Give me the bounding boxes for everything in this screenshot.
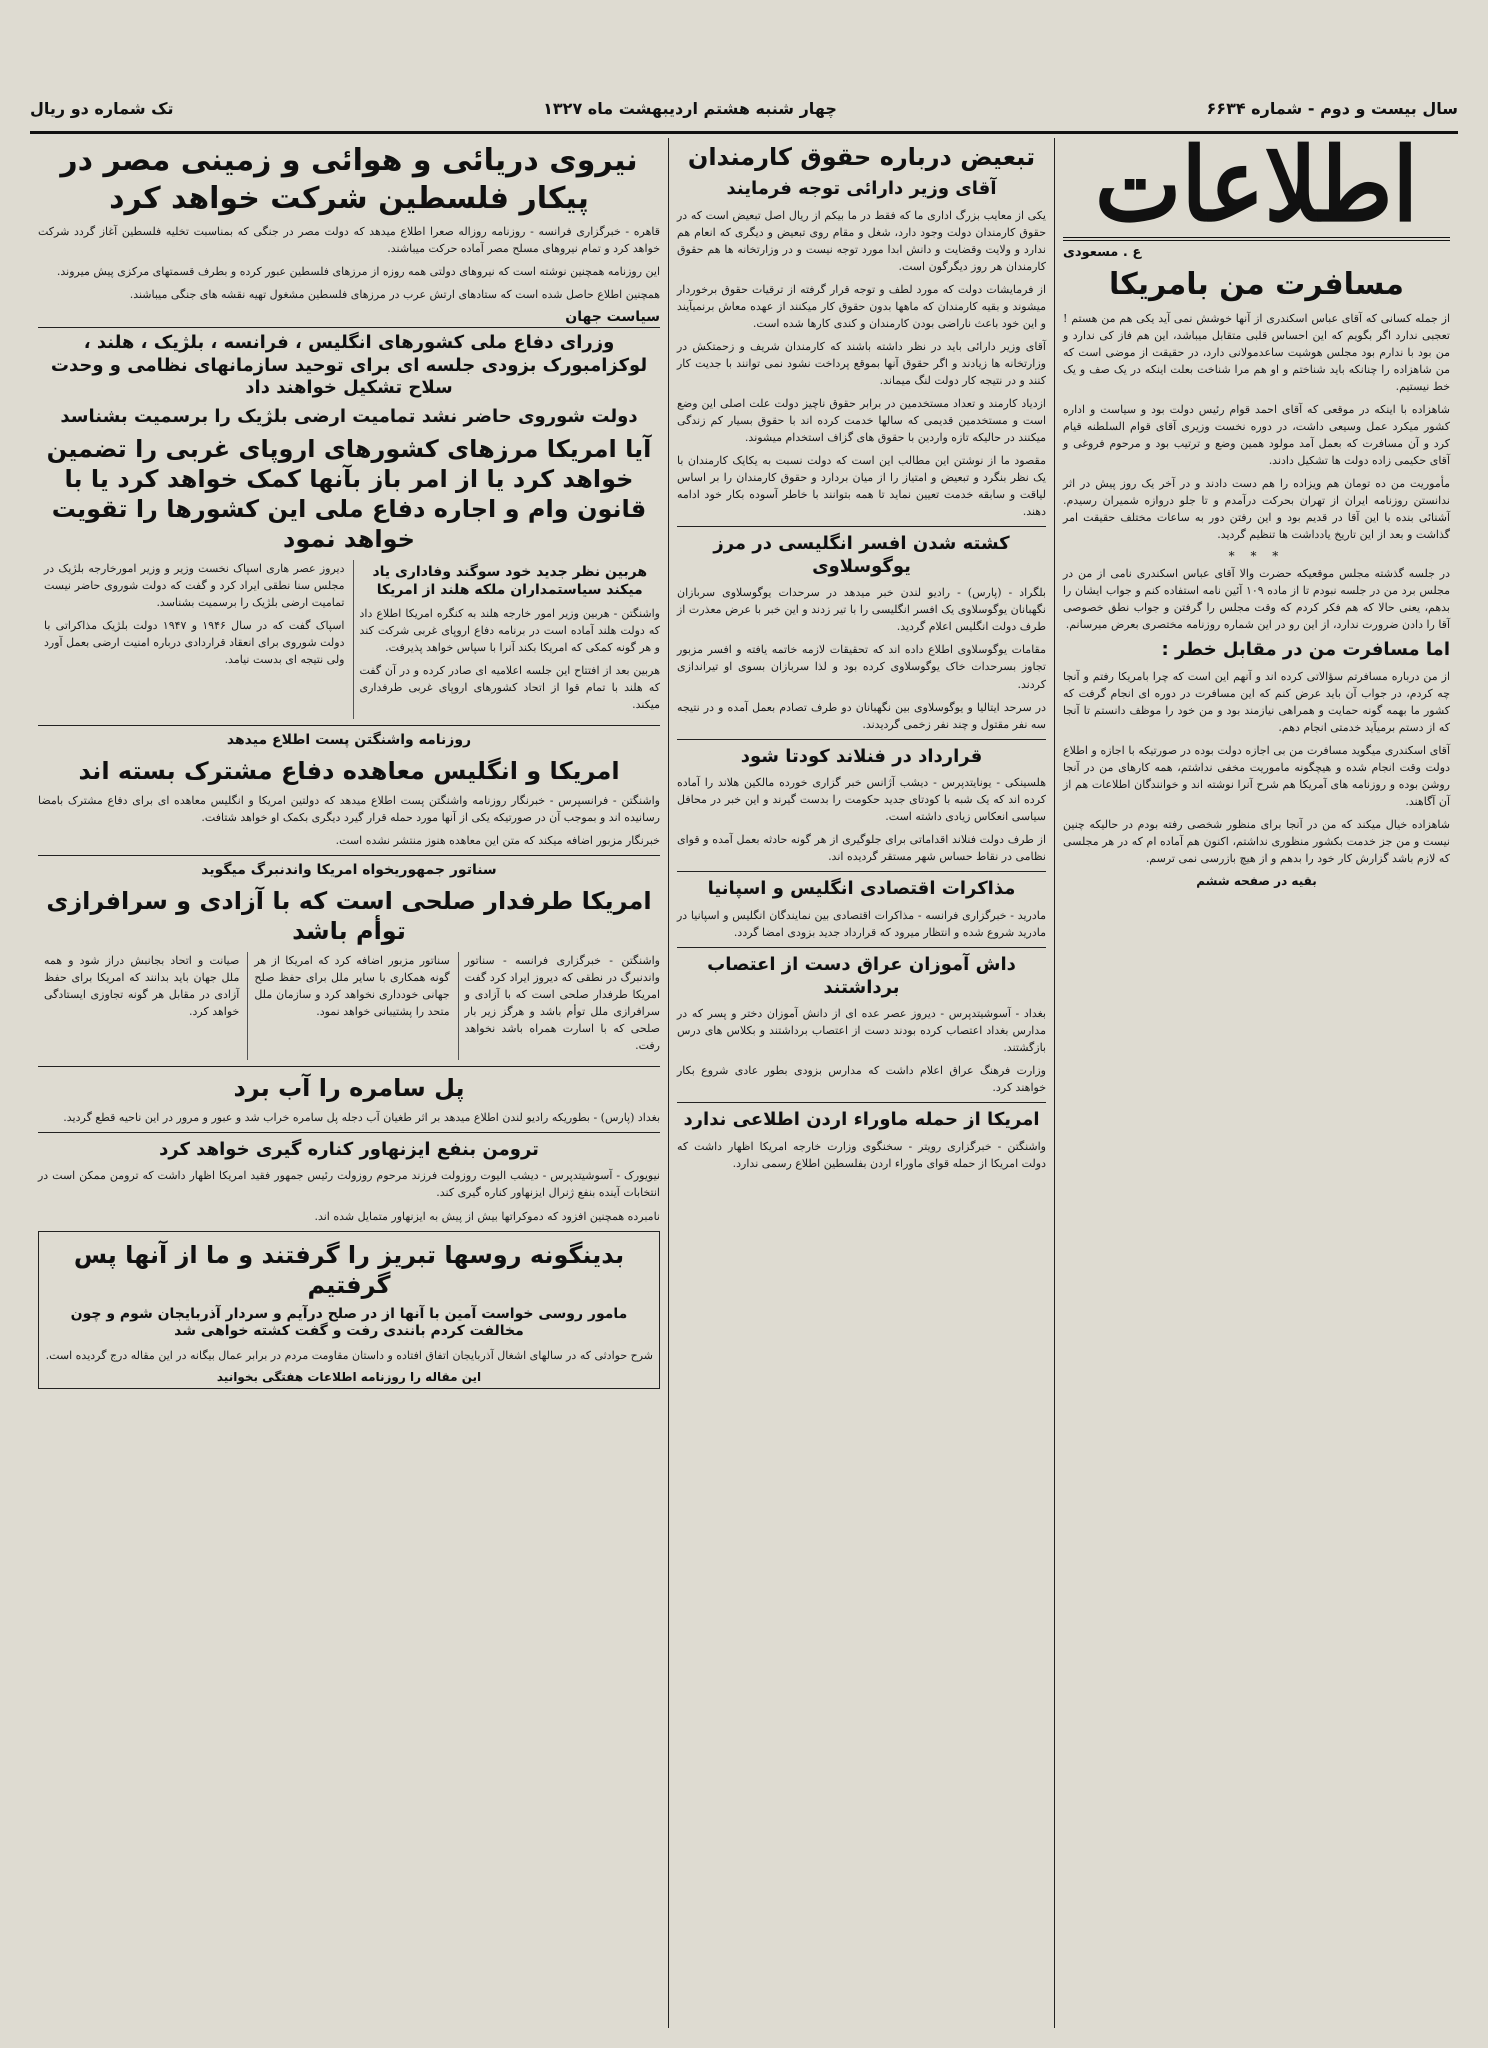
article-paragraph: آقای وزیر دارائی باید در نظر داشته باشند که کارمندان شریف و زحمتکش در وزارتخانه ها زیادند و اگر حقوق آنها بموقع پرداخت نشود نمی توانند با جدیت کار کنند و در نتیجه کار دولت لنگ میماند. xyxy=(677,339,1046,387)
article-paragraph: دیروز عصر هاری اسپاک نخست وزیر و وزیر امورخارجه بلژیک در مجلس سنا نطقی ایراد کرد و گفت که دولت شوروی حاضر نیست تمامیت ارضی بلژیک را برسمیت بشناسد. xyxy=(44,562,345,610)
article-headline: پل سامره را آب برد xyxy=(233,1073,465,1102)
article-paragraph: مقامات یوگوسلاوی اطلاع داده اند که تحقیقات لازمه خاتمه یافته و افسر مزبور تجاوز بسرحدات خاک یوگوسلاوی کرده بود و لذا سربازان بسوی او تیراندازی کردند. xyxy=(677,643,1046,691)
article-paragraph: همچنین اطلاع حاصل شده است که ستادهای ارتش عرب در مرزهای فلسطین مشغول تهیه نقشه های جنگی میباشند. xyxy=(129,288,660,302)
article-subheadline: آقای وزیر دارائی توجه فرمایند xyxy=(726,178,997,199)
article-paragraph: آقای اسکندری میگوید مسافرت من بی اجازه دولت بوده در صورتیکه با اجازه و اطلاع دولت وقت انجام شده و هیچگونه ماموریت مخفی نداشتم، همه کارهای من در آنجا روشن بوده و روزنامه های آمریکا هم شرح آنرا نوشته اند و خوانندگان اطلاعات هم از آن آگاهند. xyxy=(1063,744,1450,809)
column-middle xyxy=(668,138,1054,2028)
article-paragraph: صیانت و اتحاد بجانبش دراز شود و همه ملل جهان باید بدانند که امریکا برای حفظ آزادی در مقابل هر گونه تجاوزی ایستادگی خواهد کرد. xyxy=(44,953,240,1018)
page-columns xyxy=(30,138,1458,2028)
section-stars: * * * xyxy=(1228,549,1285,564)
article-paragraph: از فرمایشات دولت که مورد لطف و توجه قرار گرفته از ترقیات حقوق برخوردار میشوند و بقیه کارمندان که ماهها بدون حقوق کار میکنند از عهده معاش برنمیآیند و این خود باعث ناراضی بودن کارمندان و کندی کارها شده است. xyxy=(677,282,1046,330)
year-issue: سال بیست و دوم - شماره ۶۶۳۴ xyxy=(1206,98,1458,118)
article-paragraph: هلسینکی - یونایتدپرس - دیشب آژانس خبر گزاری خورده مالکین هلاند را آماده کرده اند که یک شبه با کودتای جدید حکومت را بدست گیرند و این خبر در محافل سیاسی انعکاس زیادی داشته است. xyxy=(677,776,1046,824)
article-paragraph: شاهزاده با اینکه در موقعی که آقای احمد قوام رئیس دولت بود و سیاست و اداره کشور میکرد عمل وسیعی داشت، در دوره نخست وزیری آقای قوام السلطنه قیام کرد و آن مسافرت که بعمل آمد مولود همین وضع و ترتیب بود و مرحوم فروغی و آقای حکیمی زاده دولت ها تشکیل دادند. xyxy=(1063,402,1450,468)
article-paragraph: قاهره - خبرگزاری فرانسه - روزنامه روزاله صعرا اطلاع میدهد که دولت مصر در جنگی که بمناسبت تخلیه فلسطین آغاز گردد شرکت خواهد کرد و تمام نیروهای مسلح مصر آماده حرکت میباشند. xyxy=(38,225,660,256)
article-headline: آیا امریکا مرزهای کشورهای اروپای غربی را تضمین خواهد کرد یا از امر باز بآنها کمک خواهد کرد یا با قانون وام و اجاره دفاع ملی این کشورها را تقویت خواهد نمود xyxy=(46,435,652,554)
article-headline: کشته شدن افسر انگلیسی در مرز یوگوسلاوی xyxy=(713,533,1010,577)
article-paragraph: در جلسه گذشته مجلس موقعیکه حضرت والا آقای عباس اسکندری نامی از من در مجلس برد من در جلسه نبودم تا از ماده ۱۰۹ آئین نامه استفاده کنم و جواب ایشان را بدهم، یعنی حالا که هم فکر کردم که وقت مجلس را گرفتن و جواب نطق خصوصی آقا را دادن ضرورت ندارد، از این رو در این شماره روزنامه مختصری بعرض میرسانم. xyxy=(1063,567,1450,632)
article-paragraph: در سرحد ایتالیا و یوگوسلاوی بین نگهبانان دو طرف تصادم بعمل آمده و در نتیجه سه نفر مقتول و چند نفر زخمی گردیدند. xyxy=(677,700,1046,731)
sub-article xyxy=(353,560,661,719)
article-kicker: سناتور جمهوریخواه امریکا واندنبرگ میگوید xyxy=(201,862,497,879)
article-paragraph: نامبرده همچنین افزود که دموکراتها بیش از پیش به ایزنهاور متمایل شده اند. xyxy=(314,1209,660,1223)
article-paragraph: سناتور مزبور اضافه کرد که امریکا از هر گونه همکاری با سایر ملل برای حفظ صلح جهانی خودداری نخواهد کرد و سازمان ملل متحد را پشتیبانی خواهد نمود. xyxy=(254,953,450,1018)
sub-article xyxy=(458,952,660,1060)
three-column-block xyxy=(38,952,660,1060)
article-headline: امریکا و انگلیس معاهده دفاع مشترک بسته اند xyxy=(78,756,620,785)
sub-article xyxy=(38,952,239,1060)
article-paragraph: نیویورک - آسوشیتدپرس - دیشب الیوت روزولت فرزند مرحوم روزولت رئیس جمهور فقید امریکا اظهار داشت که ترومن ممکن است در انتخابات آینده بنفع ژنرال ایزنهاور کناره گیری کند. xyxy=(38,1169,660,1200)
article-headline: بدینگونه روسها تبریز را گرفتند و ما از آنها پس گرفتیم xyxy=(73,1240,625,1299)
two-column-block xyxy=(38,560,660,719)
article-paragraph: از من درباره مسافرتم سؤالاتی کرده اند و آنهم این است که چرا بامریکا رفتم و آنجا چه کردم، در جواب آن باید عرض کنم که این مسافرت در دوره ای انجام گرفت که کشور ما بهمه گونه حمایت و همراهی نیازمند بود و من خود را موظف دانستم تا آنجا که از دستم برمیآید خدمتی انجام دهم. xyxy=(1063,669,1450,735)
masthead-logo: اطلاعات xyxy=(1094,138,1419,245)
article-headline: ترومن بنفع ایزنهاور کناره گیری خواهد کرد xyxy=(159,1138,539,1160)
article-paragraph: مأموریت من ده تومان هم ویزاده را هم دست دادند و در آخر یک روز پیش در اثر ندانستن روزنامه ایران از تهران بحرکت درآمدم و تا جلو دروازه شمیران رسیدم. آشنائی بنده با این آقا در قدیم بود و این رفتن دور به ساعات مختلف حقیقت امر گذاشت و بعد از این تاریخ یادداشت ها تنظیم گردید. xyxy=(1063,477,1450,542)
article-headline: قرارداد در فنلاند کودتا شود xyxy=(740,745,983,767)
article-headline: داش آموزان عراق دست از اعتصاب برداشتند xyxy=(707,954,1016,998)
article-headline: مسافرت من بامریکا xyxy=(1108,267,1405,303)
article-kicker: روزنامه واشنگتن پست اطلاع میدهد xyxy=(226,732,472,749)
column-left xyxy=(30,138,668,2028)
continued-note: بقیه در صفحه ششم xyxy=(1196,873,1317,888)
article-paragraph: واشنگتن - خبرگزاری رویتر - سخنگوی وزارت خارجه امریکا اظهار داشت که دولت امریکا از حمله قوای ماوراء اردن بفلسطین اطلاع رسمی ندارد. xyxy=(677,1139,1046,1170)
article-paragraph: یکی از معایب بزرگ اداری ما که فقط در ما بیکم از ریال اصل تبعیض است که در حقوق کارمندان دولت وجود دارد، شغل و مقام روی تبعیض و دیگری که انعام هم ندارد و ولایت وقضایت و دانش ابدا مورد توجه نیست و در وزارتخانه ها هم حقوق کارمندان هر روز دیگرگون است. xyxy=(677,208,1046,273)
article-paragraph: اسپاک گفت که در سال ۱۹۴۶ و ۱۹۴۷ دولت بلژیک مذاکراتی با دولت شوروی برای انعقاد قراردادی درباره امنیت ارضی بعمل آورد ولی نتیجه ای بدست نیامد. xyxy=(44,619,345,667)
article-headline: امریکا طرفدار صلحی است که با آزادی و سرافرازی توأم باشد xyxy=(46,886,652,945)
article-paragraph: واشنگتن - فرانسپرس - خبرنگار روزنامه واشنگتن پست اطلاع میدهد که دولتین امریکا و انگلیس معاهده ای برای دفاع مشترک بامضا رسانیده اند و بموجب آن در صورتیکه یکی از آنها مورد حمله قرار گیرد دیگری بکمک او خواهد شتافت. xyxy=(38,793,660,825)
featured-box xyxy=(38,1231,660,1389)
article-paragraph: بلگراد - (پارس) - رادیو لندن خبر میدهد در سرحدات یوگوسلاوی سربازان نگهبانان یوگوسلاوی یک افسر انگلیسی را با تیر زدند و این خبر با عرض معذرت از طرف دولت انگلیس اعلام گردید. xyxy=(677,586,1046,634)
issue-info-bar xyxy=(30,88,1458,128)
article-headline: مذاکرات اقتصادی انگلیس و اسپانیا xyxy=(707,878,1016,900)
article-paragraph: از جمله کسانی که آقای عباس اسکندری از آنها خوشش نمی آید یکی هم من هستم ! تعجبی ندارد اگر بگویم که این احساس قلبی متقابل میباشد، این هم فاز کی ندارد و من بود با ندارم بود مجلس هوشیت ساعدمولانی دارد، در حقیقت از موضی است که من شاهزاده را چنانکه باید شناختم و او هم مرا شناخت بعلت اینکه در یک صف و یک خط نیستیم. xyxy=(1063,311,1450,393)
article-subheadline: مامور روسی خواست آمین با آنها از در صلح درآیم و سردار آذربایجان شوم و چون مخالفت کردم بانندی رفت و گفت کشته خواهی شد xyxy=(70,1305,628,1340)
article-headline: هربین نظر جدید خود سوگند وفاداری یاد میکند سیاستمداران ملکه هلند از امریکا xyxy=(372,564,648,598)
article-headline: نیروی دریائی و هوائی و زمینی مصر در پیکار فلسطین شرکت خواهد کرد xyxy=(60,143,638,216)
sub-article xyxy=(38,560,345,719)
article-paragraph: مادرید - خبرگزاری فرانسه - مذاکرات اقتصادی بین نمایندگان انگلیس و اسپانیا در مادرید شروع شده و انتظار میرود که قرارداد جدید بزودی امضا گردد. xyxy=(677,908,1046,939)
column-right xyxy=(1054,138,1458,2028)
article-paragraph: هربین بعد از افتتاح این جلسه اعلامیه ای صادر کرده و در آن گفت که هلند با تمام قوا از اتحاد کشورهای اروپای غربی طرفداری میکند. xyxy=(359,664,660,712)
article-paragraph: شاهزاده خیال میکند که من در آنجا برای منظور شخصی رفته بودم در حالیکه چنین نیست و من جز خدمت بکشور منظوری نداشتم، اکنون هم آماده ام که در هر مجلسی که لازم باشد گزارش کار خود را بدهم و از هیچ بازرسی نمی ترسم. xyxy=(1063,818,1450,866)
author-byline: ع . مسعودی xyxy=(1063,245,1142,261)
section-label: سیاست جهان xyxy=(38,309,660,328)
article-headline: وزرای دفاع ملی کشورهای انگلیس ، فرانسه ، بلژیک ، هلند ، لوکزامبورک بزودی جلسه ای برای توحید سازمانهای نظامی و وحدت سلاح تشکیل خواهند داد xyxy=(50,332,648,399)
promo-note: این مقاله را روزنامه اطلاعات هفتگی بخوانید xyxy=(216,1369,482,1384)
article-paragraph: واشنگتن - هربین وزیر امور خارجه هلند به کنگره امریکا اطلاع داد که دولت هلند آماده است در برنامه دفاع اروپای غربی شرکت کند و هر گونه کمکی که امریکا بکند آنرا با سپاس خواهد پذیرفت. xyxy=(359,607,660,655)
article-headline: تبعیض درباره حقوق کارمندان xyxy=(687,143,1036,171)
article-paragraph: ازدیاد کارمند و تعداد مستخدمین در برابر حقوق ناچیز دولت علت اصلی این وضع است و مستخدمین قدیمی که سالها خدمت کرده اند با حقوق بسیار کم زندگی میکنند در حالیکه تازه واردین با حقوق های گزاف استخدام میشوند. xyxy=(677,396,1046,445)
article-paragraph: خبرنگار مزبور اضافه میکند که متن این معاهده هنوز منتشر نشده است. xyxy=(335,834,660,848)
article-headline: امریکا از حمله ماوراء اردن اطلاعی ندارد xyxy=(683,1109,1040,1131)
article-paragraph: از طرف دولت فنلاند اقداماتی برای جلوگیری از هر گونه حادثه بعمل آمده و قوای نظامی در نقاط حساس شهر مستقر گردیده اند. xyxy=(677,833,1046,864)
sub-article xyxy=(247,952,449,1060)
article-subhead: اما مسافرت من در مقابل خطر : xyxy=(1161,639,1450,661)
article-paragraph: بغداد (پارس) - بطوریکه رادیو لندن اطلاع میدهد بر اثر طغیان آب دجله پل سامره خراب شد و عبور و مرور در این ناحیه قطع گردید. xyxy=(63,1110,660,1124)
issue-date: چهار شنبه هشتم اردیبهشت ماه ۱۳۲۷ xyxy=(543,98,837,118)
article-paragraph: واشنگتن - خبرگزاری فرانسه - سناتور واندنبرگ در نطقی که دیروز ایراد کرد گفت امریکا طرفدار صلحی است که با آزادی و سرافرازی ملل توأم باشد و هرگز زیر بار صلحی که با اسارت همراه باشد نخواهد رفت. xyxy=(464,953,660,1052)
article-paragraph: این روزنامه همچنین نوشته است که نیروهای دولتی همه روزه از مرزهای فلسطین عبور کرده و بطرف قسمتهای مرکزی پیش میروند. xyxy=(56,265,660,279)
issue-price: تک شماره دو ریال xyxy=(30,98,174,118)
article-paragraph: وزارت فرهنگ عراق اعلام داشت که مدارس بزودی بطور عادی شروع بکار خواهند کرد. xyxy=(677,1064,1046,1095)
article-paragraph: بغداد - آسوشیتدپرس - دیروز عصر عده ای از دانش آموزان دختر و پسر که در مدارس بغداد اعتصاب کرده بودند دست از اعتصاب برداشتند و بکلاس های درس بازگشتند. xyxy=(677,1007,1046,1055)
article-headline: دولت شوروی حاضر نشد تمامیت ارضی بلژیک را برسمیت بشناسد xyxy=(60,405,638,427)
article-paragraph: شرح حوادثی که در سالهای اشغال آذربایجان اتفاق افتاده و داستان مقاومت مردم در برابر عمال بیگانه در این مقاله درج گردیده است. xyxy=(45,1348,653,1362)
article-paragraph: مقصود ما از نوشتن این مطالب این است که دولت نسبت به یکایک کارمندان با یک نظر بنگرد و تبعیض و امتیاز را از میان بردارد و حقوق کارمندان را بر اساس لیاقت و سابقه خدمت تعیین نماید تا همه بتوانند با خاطر آسوده بکار خود ادامه دهند. xyxy=(677,454,1046,519)
